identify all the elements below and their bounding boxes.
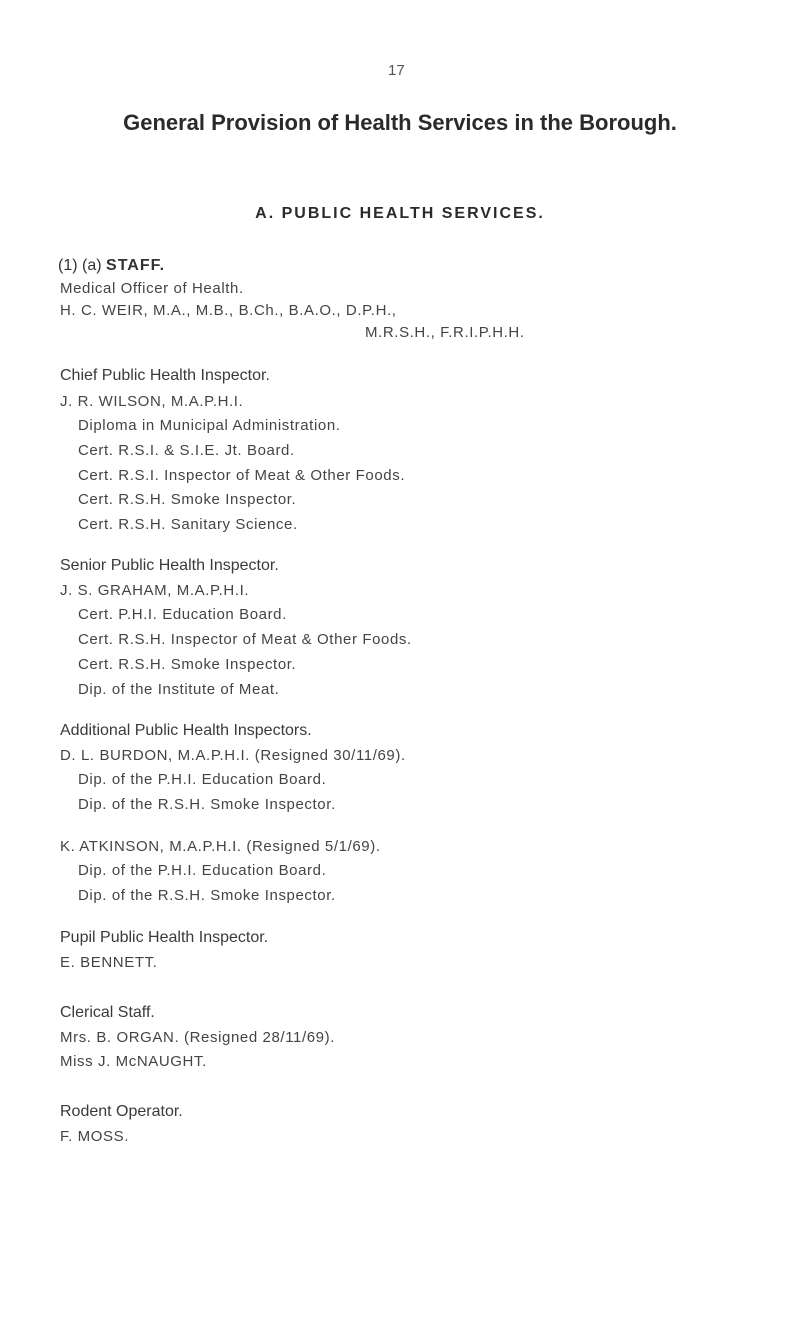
additional-title: Additional Public Health Inspectors. [60,722,312,739]
senior-name: J. S. GRAHAM, M.A.P.H.I. [60,582,250,599]
senior-qual: Dip. of the Institute of Meat. [78,681,280,698]
additional-inspector-qual: Dip. of the R.S.H. Smoke Inspector. [78,796,336,813]
additional-inspector-qual: Dip. of the P.H.I. Education Board. [78,771,327,788]
page-number: 17 [388,62,405,79]
chief-qual: Cert. R.S.I. & S.I.E. Jt. Board. [78,442,295,459]
page-title: General Provision of Health Services in the Borough. [123,110,677,135]
rodent-title: Rodent Operator. [60,1103,183,1120]
senior-qual: Cert. R.S.H. Smoke Inspector. [78,656,297,673]
chief-qual: Diploma in Municipal Administration. [78,417,341,434]
clerical-name: Miss J. McNAUGHT. [60,1053,207,1070]
senior-qual: Cert. R.S.H. Inspector of Meat & Other Foods. [78,631,412,648]
clerical-title: Clerical Staff. [60,1004,155,1021]
chief-qual: Cert. R.S.I. Inspector of Meat & Other Foods. [78,467,406,484]
moh-title: Medical Officer of Health. [60,280,244,297]
pupil-title: Pupil Public Health Inspector. [60,929,269,946]
senior-qual: Cert. P.H.I. Education Board. [78,606,287,623]
section-title: A. PUBLIC HEALTH SERVICES. [255,205,545,222]
rodent-name: F. MOSS. [60,1128,129,1145]
chief-name: J. R. WILSON, M.A.P.H.I. [60,393,244,410]
pupil-name: E. BENNETT. [60,954,158,971]
staff-number: (1) (a) [58,257,102,274]
additional-inspector-qual: Dip. of the P.H.I. Education Board. [78,862,327,879]
senior-title: Senior Public Health Inspector. [60,557,279,574]
clerical-name: Mrs. B. ORGAN. (Resigned 28/11/69). [60,1029,335,1046]
chief-qual: Cert. R.S.H. Smoke Inspector. [78,491,297,508]
chief-title: Chief Public Health Inspector. [60,367,270,384]
chief-qual: Cert. R.S.H. Sanitary Science. [78,516,298,533]
staff-heading [58,257,165,275]
moh-name-line1: H. C. WEIR, M.A., M.B., B.Ch., B.A.O., D.P.H., [60,302,397,319]
moh-name-line2: M.R.S.H., F.R.I.P.H.H. [365,324,525,341]
additional-inspector-qual: Dip. of the R.S.H. Smoke Inspector. [78,887,336,904]
staff-label: STAFF. [106,257,166,274]
additional-inspector-name: K. ATKINSON, M.A.P.H.I. (Resigned 5/1/69). [60,838,381,855]
additional-inspector-name: D. L. BURDON, M.A.P.H.I. (Resigned 30/11/69). [60,747,406,764]
